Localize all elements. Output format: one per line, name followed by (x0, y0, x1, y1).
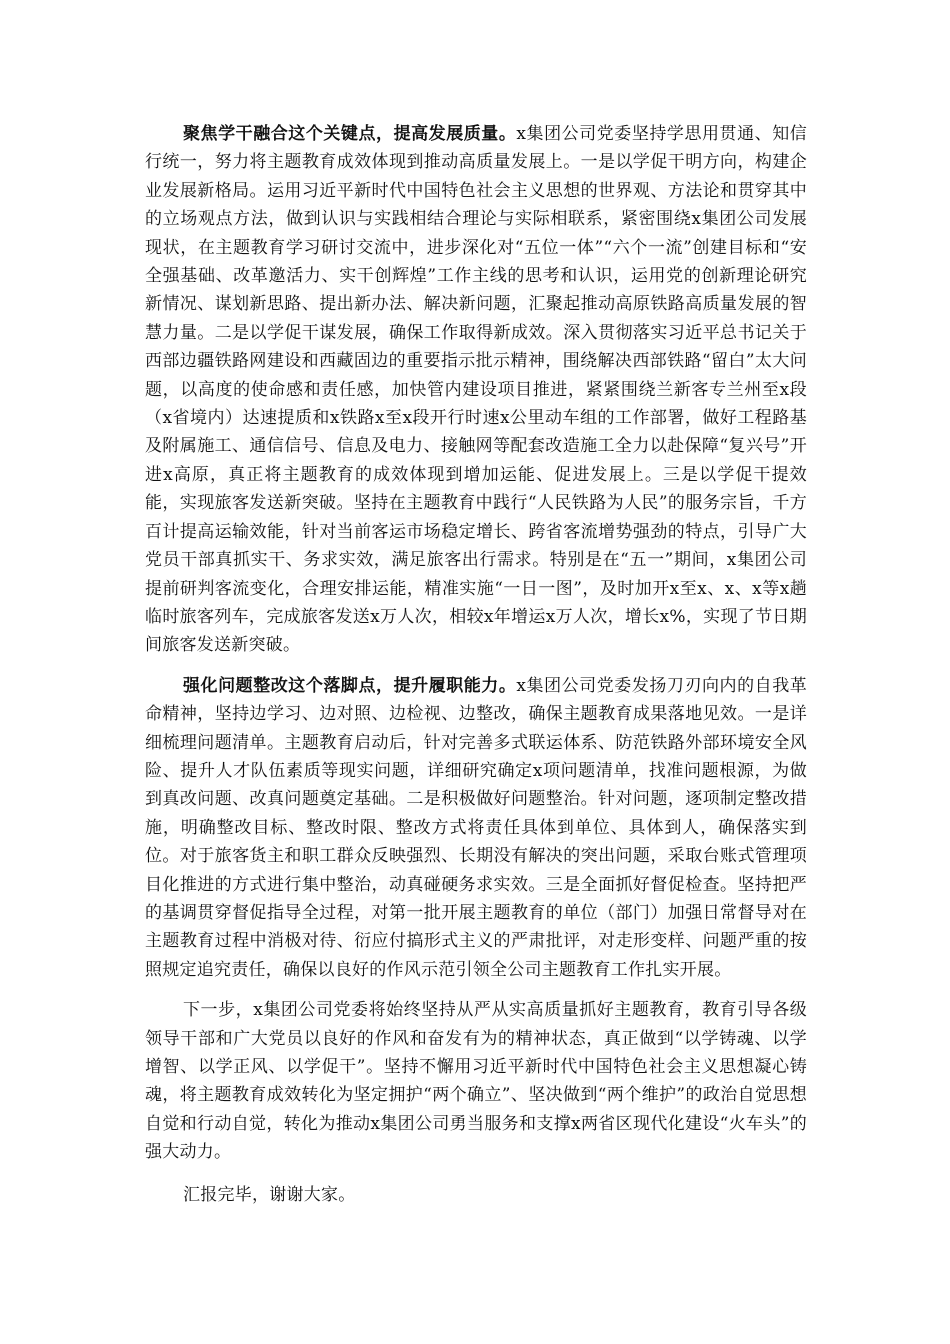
paragraph-next-steps (145, 996, 807, 1166)
paragraph-closing (145, 1181, 807, 1209)
paragraph-body: 下一步，x集团公司党委将始终坚持从严从实高质量抓好主题教育，教育引导各级领导干部和广大党员以良好的作风和奋发有为的精神状态，真正做到“以学铸魂、以学增智、以学正风、以学促干”。坚持不懈用习近平新时代中国特色社会主义思想凝心铸魂，将主题教育成效转化为坚定拥护“两个确立”、坚决做到“两个维护”的政治自觉思想自觉和行动自觉，转化为推动x集团公司勇当服务和支撑x两省区现代化建设“火车头”的强大动力。 (145, 1000, 807, 1163)
paragraph-body: x集团公司党委发扬刀刃向内的自我革命精神，坚持边学习、边对照、边检视、边整改，确保主题教育成果落地见效。一是详细梳理问题清单。主题教育启动后，针对完善多式联运体系、防范铁路外部环境安全风险、提升人才队伍素质等现实问题，详细研究确定x项问题清单，找准问题根源，为做到真改问题、改真问题奠定基础。二是积极做好问题整治。针对问题，逐项制定整改措施，明确整改目标、整改时限、整改方式将责任具体到单位、具体到人，确保落实到位。对于旅客货主和职工群众反映强烈、长期没有解决的突出问题，采取台账式管理项目化推进的方式进行集中整治，动真碰硬务求实效。三是全面抓好督促检查。坚持把严的基调贯穿督促指导全过程，对第一批开展主题教育的单位（部门）加强日常督导对在主题教育过程中消极对待、衍应付搞形式主义的严肃批评，对走形变样、问题严重的按照规定追究责任，确保以良好的作风示范引领全公司主题教育工作扎实开展。 (145, 675, 808, 980)
paragraph-study-work-integration (145, 120, 807, 660)
document-page (145, 120, 807, 1221)
paragraph-heading: 强化问题整改这个落脚点，提升履职能力。 (183, 675, 517, 696)
paragraph-body: x集团公司党委坚持学思用贯通、知信行统一，努力将主题教育成效体现到推动高质量发展上。一是以学促干明方向，构建企业发展新格局。运用习近平新时代中国特色社会主义思想的世界观、方法论和贯穿其中的立场观点方法，做到认识与实践相结合理论与实际相联系，紧密围绕x集团公司发展现状，在主题教育学习研讨交流中，进步深化对“五位一体”“六个一流”创建目标和“安全强基础、改革邀活力、实干创辉煌”工作主线的思考和认识，运用党的创新理论研究新情况、谋划新思路、提出新办法、解决新问题，汇聚起推动高原铁路高质量发展的智慧力量。二是以学促干谋发展，确保工作取得新成效。深入贯彻落实习近平总书记关于西部边疆铁路网建设和西藏固边的重要指示批示精神，围绕解决西部铁路“留白”太大问题，以高度的使命感和责任感，加快管内建设项目推进，紧紧围绕兰新客专兰州至x段（x省境内）达速提质和x铁路x至x段开行时速x公里动车组的工作部署，做好工程路基及附属施工、通信信号、信息及电力、接触网等配套改造施工全力以赴保障“复兴号”开进x高原，真正将主题教育的成效体现到增加运能、促进发展上。三是以学促干提效能，实现旅客发送新突破。坚持在主题教育中践行“人民铁路为人民”的服务宗旨，千方百计提高运输效能，针对当前客运市场稳定增长、跨省客流增势强劲的特点，引导广大党员干部真抓实干、务求实效，满足旅客出行需求。特别是在“五一”期间，x集团公司提前研判客流变化，合理安排运能，精准实施“一日一图”，及时加开x至x、x、x等x趟临时旅客列车，完成旅客发送x万人次，相较x年增运x万人次，增长x%，实现了节日期间旅客发送新突破。 (145, 124, 808, 656)
paragraph-body: 汇报完毕，谢谢大家。 (183, 1184, 356, 1205)
paragraph-problem-rectification (145, 672, 807, 984)
paragraph-heading: 聚焦学干融合这个关键点，提高发展质量。 (183, 124, 517, 144)
